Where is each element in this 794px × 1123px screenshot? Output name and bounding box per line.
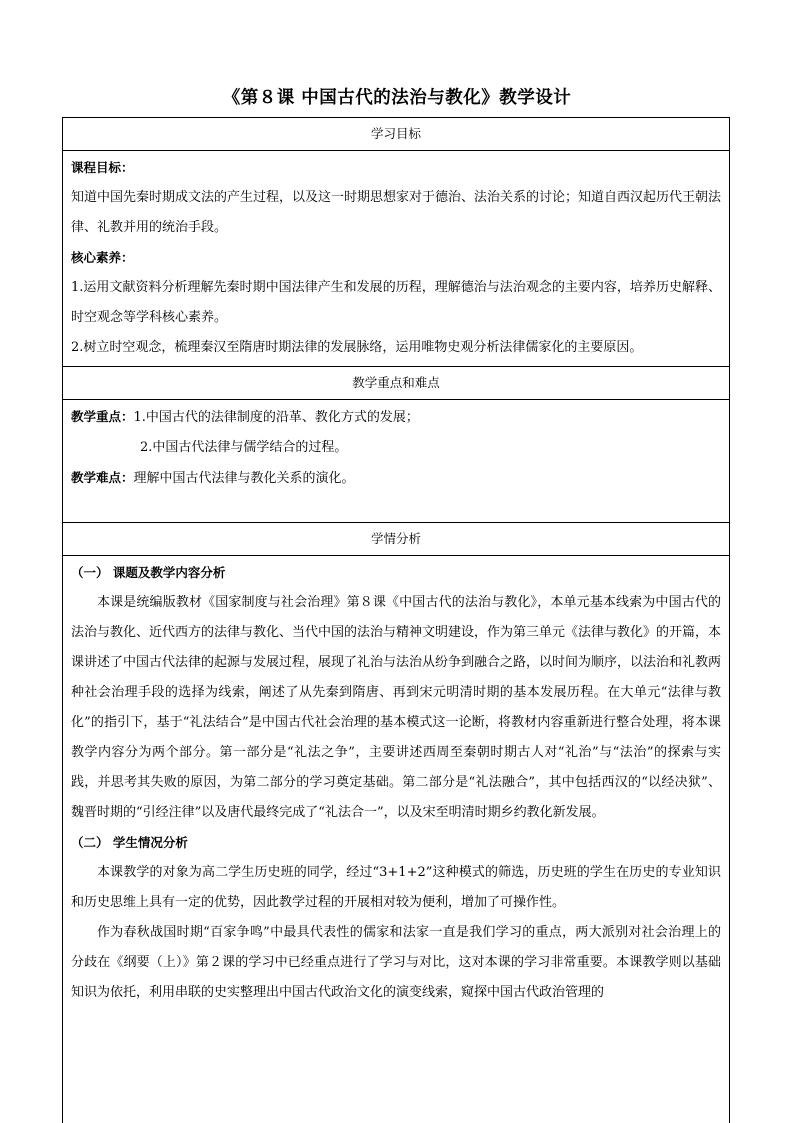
document-title: 《第８课 中国古代的法治与教化》教学设计: [222, 88, 572, 108]
student-analysis-text-2: 作为春秋战国时期“百家争鸣”中最具代表性的儒家和法家一直是我们学习的重点，两大派别对社会治理上的分歧在《纲要（上）》第２课的学习中已经重点进行了学习与对比，这对本课的学习非常重要。本课教学则以基础知识为依托，利用串联的史实整理出中国古代政治文化的演变线索，窥探中国古代政治管理的: [71, 925, 721, 1000]
teaching-difficulty-row: [71, 463, 721, 494]
course-objective-text: 知道中国先秦时期成文法的产生过程，以及这一时期思想家对于德治、法治关系的讨论；知道自西汉起历代王朝法律、礼教并用的统治手段。: [71, 190, 722, 235]
teaching-difficulty-text: 理解中国古代法律与教化关系的演化。: [133, 471, 355, 486]
analysis-section: [63, 556, 729, 1008]
key-points-header: 教学重点和难点: [63, 367, 729, 400]
objectives-section: [63, 151, 729, 367]
content-analysis-text: 本课是统编版教材《国家制度与社会治理》第８课《中国古代的法治与教化》，本单元基本线索为中国古代的法治与教化、近代西方的法律与教化、当代中国的法治与精神文明建设，作为第三单元《法律与教化》的开篇，本课讲述了中国古代法律的起源与发展过程，展现了礼治与法治从纷争到融合之路，以时间为顺序，以法治和礼教两种社会治理手段的选择为线索，阐述了从先秦到隋唐、再到宋元明清时期的基本发展历程。在大单元“法律与教化”的指引下，基于“礼法结合”是中国古代社会治理的基本模式这一论断，将教材内容重新进行整合处理，将本课教学内容分为两个部分。第一部分是“礼法之争”，主要讲述西周至秦朝时期古人对“礼治”与“法治”的探索与实践，并思考其失败的原因，为第二部分的学习奠定基础。第二部分是“礼法融合”，其中包括西汉的“以经决狱”、魏晋时期的“引经注律”以及唐代最终完成了“礼法合一”，以及宋至明清时期乡约教化新发展。: [71, 595, 722, 820]
objectives-header: 学习目标: [63, 118, 729, 151]
teaching-focus-label: 教学重点：: [71, 409, 134, 424]
teaching-focus-item-2: 2.中国古代法律与儒学结合的过程。: [140, 440, 348, 455]
student-analysis-text-1: 本课教学的对象为高二学生历史班的同学，经过“3+1+2”这种模式的筛选，历史班的学生在历史的专业知识和历史思维上具有一定的优势，因此教学过程的开展相对较为便利，增加了可操作性。: [71, 865, 721, 910]
teaching-difficulty-label: 教学难点：: [71, 470, 134, 485]
core-literacy-item-1: 1.运用文献资料分析理解先秦时期中国法律产生和发展的历程，理解德治与法治观念的主要内容，培养历史解释、时空观念等学科核心素养。: [71, 280, 721, 325]
lesson-plan-table: [62, 117, 730, 1123]
student-analysis-title: （二） 学生情况分析: [71, 835, 188, 850]
key-points-section: [63, 400, 729, 523]
teaching-focus-item-1: 1.中国古代的法律制度的沿革、教化方式的发展；: [133, 410, 419, 425]
content-analysis-title: （一） 课题及教学内容分析: [71, 565, 226, 580]
core-literacy-item-2: 2.树立时空观念，梳理秦汉至隋唐时期法律的发展脉络，运用唯物史观分析法律儒家化的主要原因。: [71, 340, 643, 355]
teaching-focus-row: [71, 402, 721, 433]
analysis-header: 学情分析: [63, 523, 729, 556]
course-objective-label: 课程目标：: [71, 160, 134, 175]
core-literacy-label: 核心素养：: [71, 250, 134, 265]
